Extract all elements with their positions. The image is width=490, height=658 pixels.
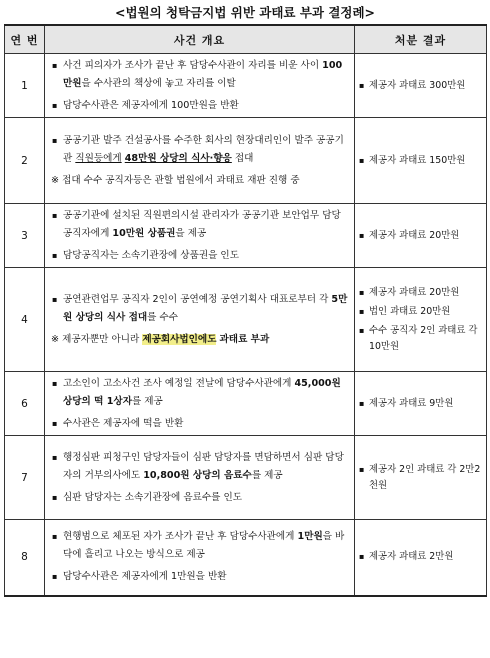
- case-summary-cell: [45, 372, 355, 436]
- text-segment: 사건 피의자가 조사가 끝난 후 담당수사관이 자리를 비운 사이: [63, 59, 323, 71]
- emphasis-text: 과태료 부과: [219, 333, 270, 345]
- text-segment: ※ 제공자뿐만 아니라: [51, 333, 143, 345]
- table-row: [5, 372, 487, 436]
- result-cell: [355, 204, 487, 268]
- table-body: [5, 54, 487, 596]
- result-item: ▪ 제공자 과태료 20만원: [359, 228, 482, 244]
- header-result: 처분 결과: [355, 25, 487, 54]
- row-number: 7: [5, 436, 45, 520]
- table-row: [5, 54, 487, 118]
- result-item: ▪ 제공자 과태료 2만원: [359, 549, 482, 565]
- row-number: 2: [5, 118, 45, 204]
- case-summary-cell: [45, 204, 355, 268]
- emphasis-text: 100만원: [63, 59, 343, 89]
- text-segment: 을 제공: [175, 227, 207, 239]
- case-bullet: [51, 375, 348, 411]
- case-summary-cell: [45, 268, 355, 372]
- row-number: 4: [5, 268, 45, 372]
- case-bullet: [51, 132, 348, 168]
- text-segment: ※ 접대 수수 공직자등은 관할 법원에서 과태료 재판 진행 중: [51, 174, 300, 186]
- case-bullet: [51, 97, 348, 115]
- row-number: 1: [5, 54, 45, 118]
- result-cell: [355, 372, 487, 436]
- case-bullet: [51, 247, 348, 265]
- result-item: ▪ 수수 공직자 2인 과태료 각 10만원: [359, 323, 482, 355]
- case-summary-cell: [45, 118, 355, 204]
- result-item: ▪ 제공자 과태료 9만원: [359, 396, 482, 412]
- text-segment: 행정심판 피청구인 담당자들이 심판 담당자를 면담하면서 심판 담당자의 거부의사에도: [63, 451, 344, 481]
- text-segment: 를 수수: [147, 311, 179, 323]
- text-segment: 담당수사관은 제공자에게 100만원을 반환: [63, 99, 239, 111]
- header-no: 연 번: [5, 25, 45, 54]
- result-cell: [355, 520, 487, 596]
- result-item: ▪ 제공자 2인 과태료 각 2만2천원: [359, 462, 482, 494]
- case-bullet: [51, 415, 348, 433]
- row-number: 3: [5, 204, 45, 268]
- case-bullet: [51, 449, 348, 485]
- row-number: 6: [5, 372, 45, 436]
- table-row: [5, 268, 487, 372]
- emphasis-text: 48만원 상당의 식사·향응: [124, 152, 232, 164]
- text-segment: 담당수사관은 제공자에게 1만원을 반환: [63, 571, 227, 583]
- text-segment: 를 제공: [251, 469, 283, 481]
- emphasis-text: 1만원: [297, 531, 323, 543]
- emphasis-text: 45,000원 상당의 떡 1상자: [63, 377, 341, 407]
- result-cell: [355, 54, 487, 118]
- result-item: ▪ 제공자 과태료 20만원: [359, 285, 482, 301]
- text-segment: 접대: [231, 152, 254, 164]
- emphasis-text: 5만원 상당의 식사 접대: [63, 293, 348, 323]
- table-row: [5, 520, 487, 596]
- text-segment: 공연관련업무 공직자 2인이 공연예정 공연기획사 대표로부터 각: [63, 293, 332, 305]
- result-item: ▪ 제공자 과태료 300만원: [359, 78, 482, 94]
- case-bullet: [51, 528, 348, 564]
- case-note: [51, 331, 348, 349]
- emphasis-text: 제공회사법인에도: [142, 333, 217, 345]
- result-cell: [355, 268, 487, 372]
- table-row: [5, 436, 487, 520]
- case-bullet: [51, 291, 348, 327]
- case-summary-cell: [45, 520, 355, 596]
- case-summary-cell: [45, 436, 355, 520]
- table-row: [5, 204, 487, 268]
- result-item: ▪ 제공자 과태료 150만원: [359, 153, 482, 169]
- cases-table: [4, 24, 487, 597]
- text-segment: 심판 담당자는 소속기관장에 음료수를 인도: [63, 491, 243, 503]
- text-segment: 를 제공: [131, 395, 163, 407]
- emphasis-text: 직원등에게: [75, 152, 122, 164]
- result-cell: [355, 118, 487, 204]
- text-segment: 수사관은 제공자에 떡을 반환: [63, 417, 184, 429]
- header-summary: 사건 개요: [45, 25, 355, 54]
- text-segment: 공공기관에 설치된 직원편의시설 관리자가 공공기관 보안업무 담당공직자에게: [63, 209, 341, 239]
- page-title: <법원의 청탁금지법 위반 과태료 부과 결정례>: [114, 5, 376, 20]
- case-bullet: [51, 207, 348, 243]
- row-number: 8: [5, 520, 45, 596]
- text-segment: 고소인이 고소사건 조사 예정일 전날에 담당수사관에게: [63, 377, 295, 389]
- text-segment: 공공기관 발주 건설공사를 수주한 회사의 현장대리인이 발주 공공기관: [63, 134, 344, 164]
- result-cell: [355, 436, 487, 520]
- case-summary-cell: [45, 54, 355, 118]
- text-segment: 담당공직자는 소속기관장에 상품권을 인도: [63, 249, 239, 261]
- text-segment: 을 바닥에 흘리고 나오는 방식으로 제공: [63, 531, 345, 561]
- emphasis-text: 10,800원 상당의 음료수: [143, 469, 252, 481]
- case-bullet: [51, 568, 348, 586]
- case-bullet: [51, 489, 348, 507]
- table-header-row: [5, 25, 487, 54]
- result-item: ▪ 법인 과태료 20만원: [359, 304, 482, 320]
- emphasis-text: 10만원 상품권: [112, 227, 176, 239]
- text-segment: 을 수사관의 책상에 놓고 자리를 이탈: [81, 77, 236, 89]
- table-row: [5, 118, 487, 204]
- case-bullet: [51, 57, 348, 93]
- text-segment: 현행범으로 체포된 자가 조사가 끝난 후 담당수사관에게: [63, 531, 298, 543]
- case-note: [51, 172, 348, 190]
